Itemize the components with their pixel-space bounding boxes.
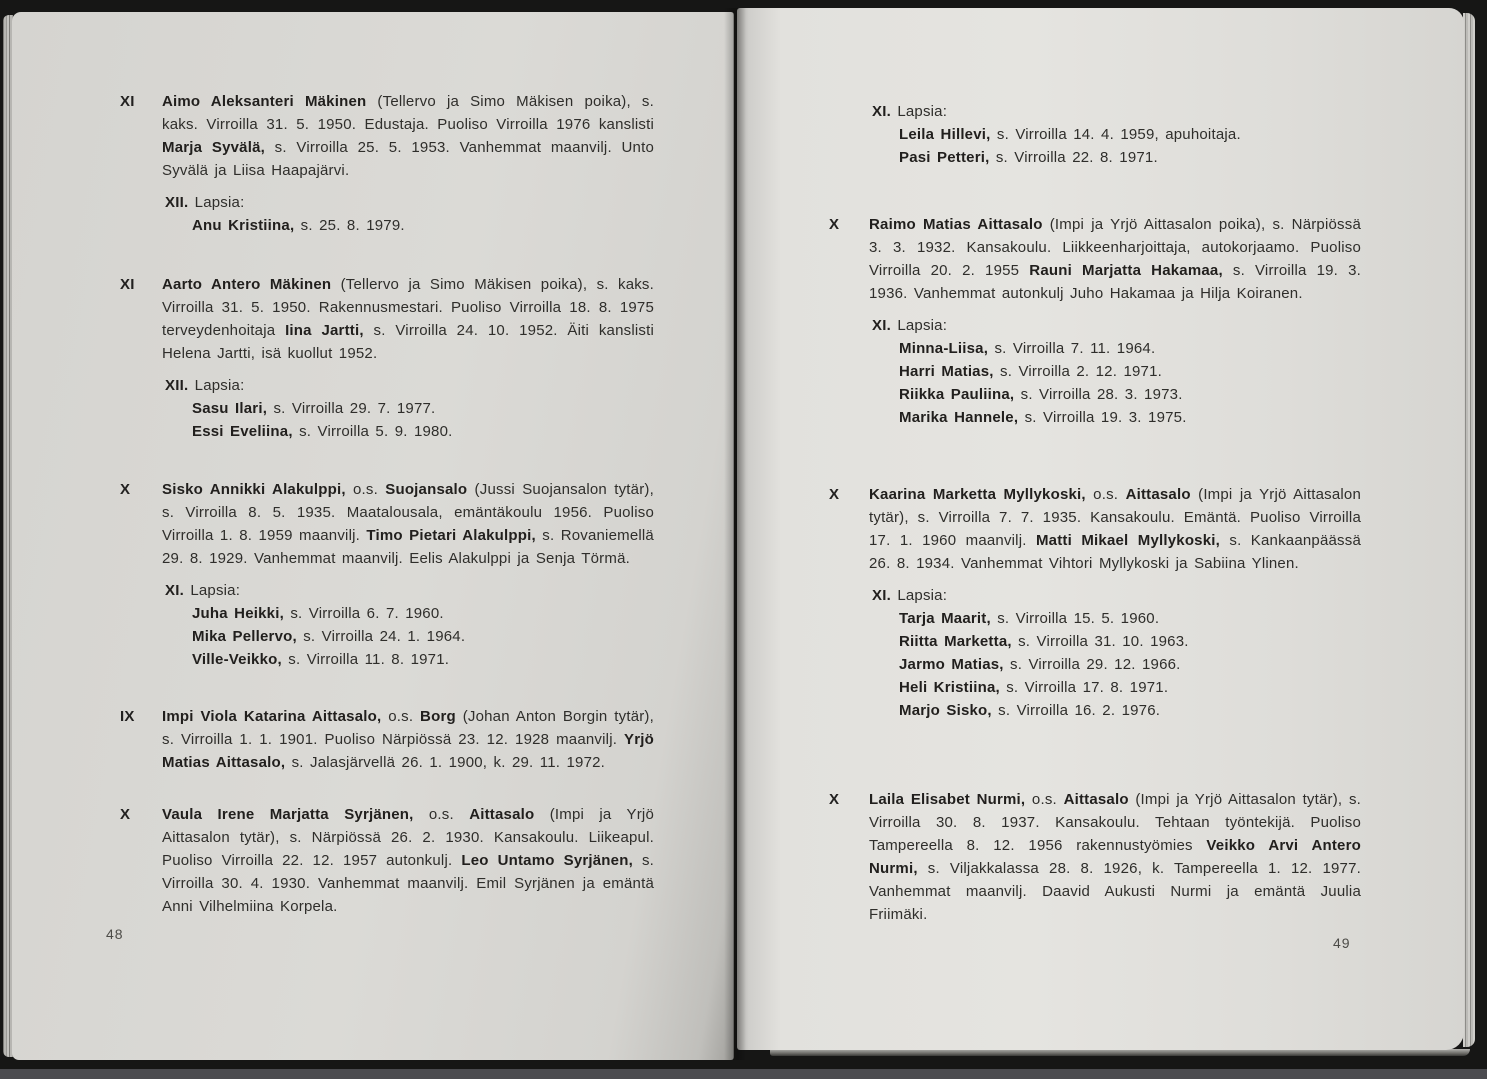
child-name: Sasu Ilari, bbox=[192, 400, 268, 417]
entry-text: o.s. bbox=[413, 806, 470, 823]
entry-paragraph bbox=[869, 483, 1361, 575]
entry-text: s. Virroilla 19. 3. 1936. Vanhemmat autonkulj Juho Hakamaa ja Hilja Koiranen. bbox=[869, 262, 1361, 302]
child-row bbox=[899, 406, 1361, 429]
entry-paragraph bbox=[162, 90, 654, 182]
page-number-right: 49 bbox=[1333, 935, 1351, 951]
child-details: s. Virroilla 22. 8. 1971. bbox=[989, 149, 1158, 166]
child-details: s. Virroilla 2. 12. 1971. bbox=[993, 363, 1162, 380]
children-generation-numeral: XII. bbox=[165, 194, 189, 211]
entry-text: (Tellervo ja Simo Mäkisen poika), s. kaks. Virroilla 31. 5. 1950. Rakennusmestari. Puoliso Virroilla 18. 8. 1975 terveydenhoitaja bbox=[162, 276, 655, 339]
person-name: Aittasalo bbox=[1125, 486, 1191, 503]
person-name: Aittasalo bbox=[1063, 791, 1129, 808]
person-name: Sisko Annikki Alakulppi, bbox=[162, 481, 346, 498]
child-details: s. Virroilla 6. 7. 1960. bbox=[283, 605, 444, 622]
page-stack-edge-right bbox=[1463, 13, 1475, 1047]
child-name: Jarmo Matias, bbox=[899, 656, 1004, 673]
child-name: Tarja Maarit, bbox=[899, 610, 991, 627]
children-generation-numeral: XI. bbox=[872, 587, 891, 604]
child-details: s. Virroilla 17. 8. 1971. bbox=[999, 679, 1169, 696]
entry-text: s. Kankaanpäässä 26. 8. 1934. Vanhemmat Vihtori Myllykoski ja Sabiina Ylinen. bbox=[869, 532, 1361, 572]
child-name: Juha Heikki, bbox=[192, 605, 284, 622]
children-label: Lapsia: bbox=[890, 317, 948, 334]
genealogy-entry bbox=[120, 803, 654, 918]
child-row bbox=[192, 397, 654, 420]
child-details: s. Virroilla 24. 1. 1964. bbox=[296, 628, 466, 645]
person-name: Raimo Matias Aittasalo bbox=[869, 216, 1043, 233]
person-name: Timo Pietari Alakulppi, bbox=[366, 527, 536, 544]
person-name: Veikko Arvi Antero Nurmi, bbox=[869, 837, 1361, 877]
entry-text: s. Virroilla 24. 10. 1952. Äiti kanslisti Helena Jartti, isä kuollut 1952. bbox=[162, 322, 654, 362]
child-name: Riikka Pauliina, bbox=[899, 386, 1015, 403]
entry-text: (Tellervo ja Simo Mäkisen poika), s. kaks. Virroilla 31. 5. 1950. Edustaja. Puoliso Virroilla 1976 kanslisti bbox=[162, 93, 654, 133]
child-details: s. Virroilla 16. 2. 1976. bbox=[991, 702, 1161, 719]
children-label: Lapsia: bbox=[890, 587, 948, 604]
child-details: s. Virroilla 28. 3. 1973. bbox=[1014, 386, 1183, 403]
children-header bbox=[165, 191, 654, 214]
children-generation-numeral: XI. bbox=[872, 317, 891, 334]
person-name: Marja Syvälä, bbox=[162, 139, 265, 156]
scanner-bed-strip bbox=[0, 1069, 1487, 1079]
entry-paragraph bbox=[162, 478, 654, 570]
person-name: Yrjö Matias Aittasalo, bbox=[162, 731, 654, 771]
child-row bbox=[899, 653, 1361, 676]
child-row bbox=[899, 360, 1361, 383]
child-name: Essi Eveliina, bbox=[192, 423, 293, 440]
page-left-entries bbox=[12, 12, 734, 1060]
generation-numeral: X bbox=[120, 481, 131, 498]
page-right-entries bbox=[737, 8, 1464, 1050]
children-header bbox=[872, 100, 1361, 123]
child-name: Mika Pellervo, bbox=[192, 628, 297, 645]
genealogy-entry bbox=[829, 483, 1361, 722]
child-row bbox=[899, 607, 1361, 630]
children-header bbox=[165, 374, 654, 397]
children-section bbox=[165, 191, 654, 237]
entry-paragraph bbox=[869, 788, 1361, 926]
child-details: s. Virroilla 29. 7. 1977. bbox=[267, 400, 436, 417]
entry-paragraph bbox=[162, 803, 654, 918]
child-row bbox=[192, 602, 654, 625]
entry-body bbox=[869, 100, 1361, 169]
entry-text: (Impi ja Yrjö Aittasalon tytär), s. Virroilla 30. 8. 1937. Kansakoulu. Tehtaan työntekijä. Puoliso Tampereella 8. 12. 1956 rakennustyömies bbox=[869, 791, 1362, 854]
child-row bbox=[899, 146, 1361, 169]
genealogy-entry bbox=[829, 100, 1361, 169]
child-name: Ville-Veikko, bbox=[192, 651, 282, 668]
generation-numeral: XI bbox=[120, 276, 135, 293]
generation-numeral bbox=[829, 100, 869, 169]
entry-text: o.s. bbox=[381, 708, 421, 725]
person-name: Leo Untamo Syrjänen, bbox=[461, 852, 633, 869]
entry-paragraph bbox=[869, 213, 1361, 305]
children-header bbox=[165, 579, 654, 602]
generation-numeral: X bbox=[829, 486, 840, 503]
child-name: Marika Hannele, bbox=[899, 409, 1019, 426]
children-generation-numeral: XI. bbox=[872, 103, 891, 120]
child-details: s. Virroilla 14. 4. 1959, apuhoitaja. bbox=[990, 126, 1241, 143]
generation-numeral: IX bbox=[120, 708, 135, 725]
child-details: s. Virroilla 5. 9. 1980. bbox=[292, 423, 453, 440]
entry-body bbox=[162, 478, 654, 671]
children-section bbox=[165, 579, 654, 671]
child-details: s. Virroilla 15. 5. 1960. bbox=[990, 610, 1160, 627]
child-name: Anu Kristiina, bbox=[192, 217, 295, 234]
children-generation-numeral: XII. bbox=[165, 377, 189, 394]
page-stack-edge-bottom bbox=[770, 1049, 1470, 1056]
child-name: Harri Matias, bbox=[899, 363, 994, 380]
children-header bbox=[872, 584, 1361, 607]
child-row bbox=[899, 630, 1361, 653]
children-section bbox=[872, 314, 1361, 429]
child-details: s. Virroilla 29. 12. 1966. bbox=[1003, 656, 1181, 673]
entry-text: (Johan Anton Borgin tytär), s. Virroilla 1. 1. 1901. Puoliso Närpiössä 23. 12. 1928 maanvilj. bbox=[162, 708, 654, 748]
child-details: s. Virroilla 19. 3. 1975. bbox=[1018, 409, 1187, 426]
person-name: Borg bbox=[420, 708, 456, 725]
entry-body bbox=[162, 90, 654, 237]
entry-text: s. Viljakkalassa 28. 8. 1926, k. Tampereella 1. 12. 1977. Vanhemmat maanvilj. Daavid Aukusti Nurmi ja emäntä Juulia Friimäki. bbox=[869, 860, 1361, 923]
entry-text: s. Virroilla 30. 4. 1930. Vanhemmat maanvilj. Emil Syrjänen ja emäntä Anni Vilhelmiina Korpela. bbox=[162, 852, 655, 915]
child-name: Marjo Sisko, bbox=[899, 702, 992, 719]
children-label: Lapsia: bbox=[890, 103, 948, 120]
person-name: Aarto Antero Mäkinen bbox=[162, 276, 332, 293]
children-generation-numeral: XI. bbox=[165, 582, 184, 599]
person-name: Aittasalo bbox=[469, 806, 535, 823]
child-row bbox=[899, 383, 1361, 406]
generation-numeral: X bbox=[829, 791, 840, 808]
book-gutter bbox=[724, 8, 746, 1060]
child-name: Heli Kristiina, bbox=[899, 679, 1000, 696]
entry-text: (Impi ja Yrjö Aittasalon tytär), s. Närpiössä 26. 2. 1930. Kansakoulu. Liikeapul. Puoliso Virroilla 22. 12. 1957 autonkulj. bbox=[162, 806, 655, 869]
entry-text: o.s. bbox=[1085, 486, 1126, 503]
children-section bbox=[165, 374, 654, 443]
child-row bbox=[899, 123, 1361, 146]
children-header bbox=[872, 314, 1361, 337]
entry-body bbox=[869, 788, 1361, 926]
child-row bbox=[899, 699, 1361, 722]
person-name: Rauni Marjatta Hakamaa, bbox=[1029, 262, 1223, 279]
entry-body bbox=[162, 705, 654, 774]
child-row bbox=[192, 625, 654, 648]
children-label: Lapsia: bbox=[188, 194, 245, 211]
child-details: s. Virroilla 11. 8. 1971. bbox=[281, 651, 450, 668]
entry-body bbox=[162, 273, 654, 443]
children-section bbox=[872, 584, 1361, 722]
child-details: s. 25. 8. 1979. bbox=[294, 217, 405, 234]
person-name: Matti Mikael Myllykoski, bbox=[1035, 532, 1221, 549]
entry-text: (Jussi Suojansalon tytär), s. Virroilla 8. 5. 1935. Maatalousala, emäntäkoulu 1956. Puoliso Virroilla 1. 8. 1959 maanvilj. bbox=[162, 481, 654, 544]
child-details: s. Virroilla 7. 11. 1964. bbox=[988, 340, 1156, 357]
entry-text: o.s. bbox=[345, 481, 386, 498]
person-name: Kaarina Marketta Myllykoski, bbox=[869, 486, 1086, 503]
child-name: Leila Hillevi, bbox=[899, 126, 991, 143]
child-row bbox=[899, 337, 1361, 360]
person-name: Aimo Aleksanteri Mäkinen bbox=[162, 93, 367, 110]
entry-text: s. Virroilla 25. 5. 1953. Vanhemmat maanvilj. Unto Syvälä ja Liisa Haapajärvi. bbox=[162, 139, 654, 179]
children-label: Lapsia: bbox=[183, 582, 241, 599]
entry-paragraph bbox=[162, 273, 654, 365]
entry-text: (Impi ja Yrjö Aittasalon poika), s. Närpiössä 3. 3. 1932. Kansakoulu. Liikkeenharjoittaja, autokorjaamo. Puoliso Virroilla 20. 2. 1955 bbox=[869, 216, 1361, 279]
child-name: Minna-Liisa, bbox=[899, 340, 989, 357]
entry-body bbox=[869, 483, 1361, 722]
genealogy-entry bbox=[120, 705, 654, 774]
entry-body bbox=[869, 213, 1361, 429]
children-label: Lapsia: bbox=[188, 377, 245, 394]
entry-paragraph bbox=[162, 705, 654, 774]
genealogy-entry bbox=[120, 90, 654, 237]
child-row bbox=[192, 420, 654, 443]
page-left bbox=[12, 12, 734, 1060]
genealogy-entry bbox=[120, 478, 654, 671]
genealogy-entry bbox=[829, 213, 1361, 429]
page-number-left: 48 bbox=[106, 926, 124, 942]
children-section bbox=[872, 100, 1361, 169]
entry-body bbox=[162, 803, 654, 918]
child-details: s. Virroilla 31. 10. 1963. bbox=[1011, 633, 1189, 650]
generation-numeral: X bbox=[120, 806, 131, 823]
child-row bbox=[192, 214, 654, 237]
person-name: Suojansalo bbox=[385, 481, 468, 498]
person-name: Laila Elisabet Nurmi, bbox=[869, 791, 1026, 808]
child-row bbox=[192, 648, 654, 671]
child-name: Pasi Petteri, bbox=[899, 149, 990, 166]
child-name: Riitta Marketta, bbox=[899, 633, 1012, 650]
entry-text: (Impi ja Yrjö Aittasalon tytär), s. Virroilla 7. 7. 1935. Kansakoulu. Emäntä. Puoliso Virroilla 17. 1. 1960 maanvilj. bbox=[869, 486, 1361, 549]
child-row bbox=[899, 676, 1361, 699]
page-right bbox=[737, 8, 1464, 1050]
entry-text: o.s. bbox=[1025, 791, 1064, 808]
generation-numeral: XI bbox=[120, 93, 135, 110]
entry-text: s. Jalasjärvellä 26. 1. 1900, k. 29. 11. 1972. bbox=[285, 754, 606, 771]
entry-text: s. Rovaniemellä 29. 8. 1929. Vanhemmat maanvilj. Eelis Alakulppi ja Senja Törmä. bbox=[162, 527, 654, 567]
person-name: Impi Viola Katarina Aittasalo, bbox=[162, 708, 382, 725]
genealogy-entry bbox=[829, 788, 1361, 926]
generation-numeral: X bbox=[829, 216, 840, 233]
person-name: Iina Jartti, bbox=[285, 322, 364, 339]
genealogy-entry bbox=[120, 273, 654, 443]
person-name: Vaula Irene Marjatta Syrjänen, bbox=[162, 806, 414, 823]
